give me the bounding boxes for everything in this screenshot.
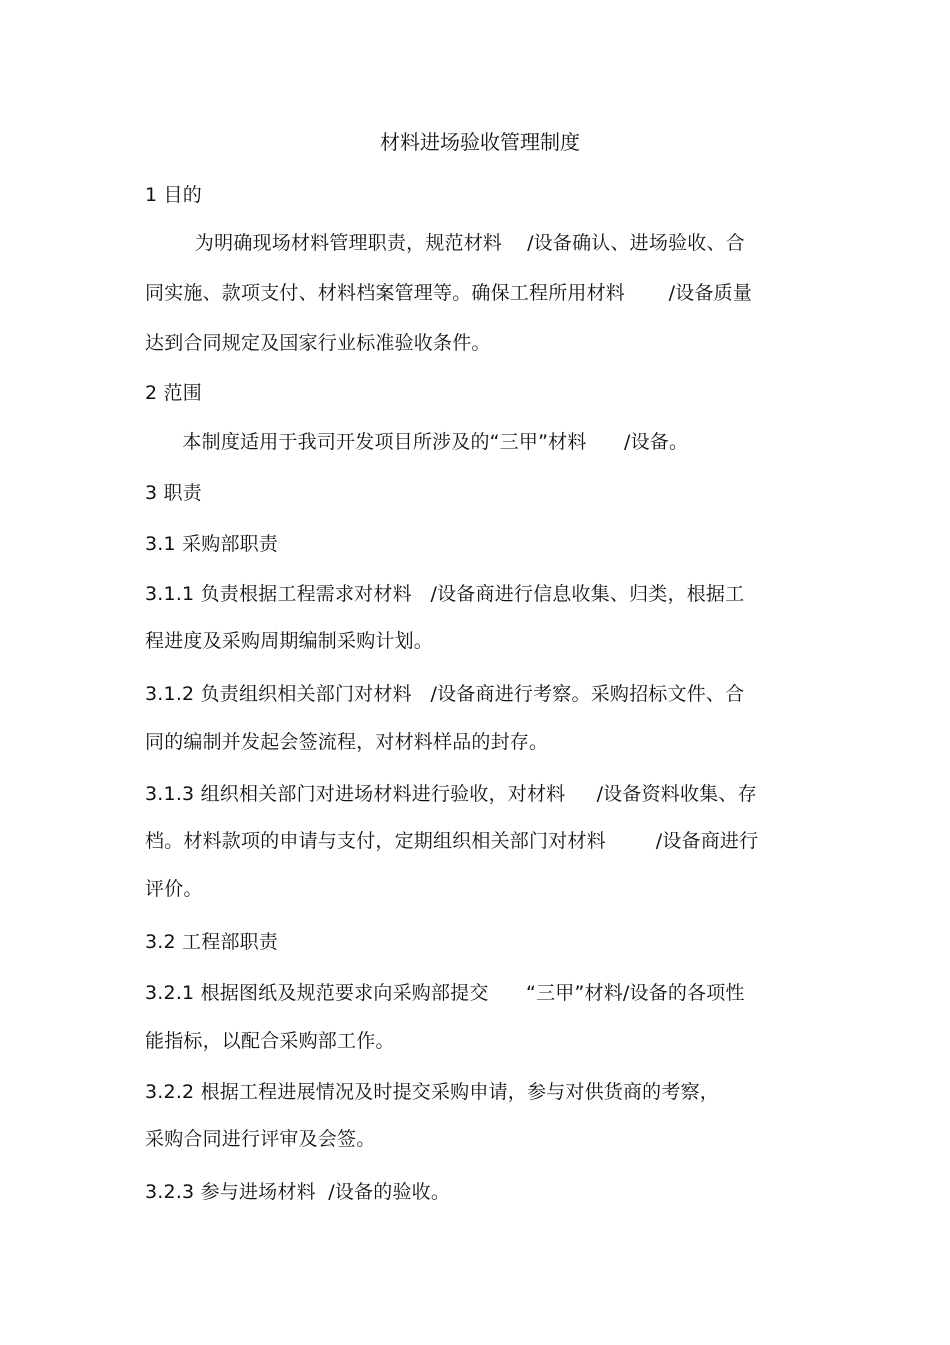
paragraph-line: 3.1.2 负责组织相关部门对材料 /设备商进行考察。采购招标文件、合	[145, 683, 745, 705]
paragraph-line: 为明确现场材料管理职责，规范材料 /设备确认、进场验收、合	[145, 232, 745, 254]
heading-responsibilities: 3 职责	[145, 482, 202, 504]
paragraph-line: 程进度及采购周期编制采购计划。	[145, 630, 434, 652]
paragraph-line: 3.2.1 根据图纸及规范要求向采购部提交 “三甲”材料/设备的各项性	[145, 982, 745, 1004]
paragraph-line: 评价。	[145, 878, 203, 900]
paragraph-line: 3.1.1 负责根据工程需求对材料 /设备商进行信息收集、归类，根据工	[145, 583, 745, 605]
paragraph-line: 档。材料款项的申请与支付，定期组织相关部门对材料 /设备商进行	[145, 830, 759, 852]
subheading-procurement: 3.1 采购部职责	[145, 533, 279, 555]
paragraph-line: 3.2.3 参与进场材料 /设备的验收。	[145, 1181, 451, 1203]
paragraph-line: 能指标，以配合采购部工作。	[145, 1030, 395, 1052]
paragraph-line: 本制度适用于我司开发项目所涉及的“三甲”材料 /设备。	[145, 431, 689, 453]
heading-scope: 2 范围	[145, 382, 202, 404]
paragraph-line: 3.2.2 根据工程进展情况及时提交采购申请，参与对供货商的考察，	[145, 1081, 719, 1103]
paragraph-line: 同实施、款项支付、材料档案管理等。确保工程所用材料 /设备质量	[145, 282, 753, 304]
paragraph-line: 3.1.3 组织相关部门对进场材料进行验收，对材料 /设备资料收集、存	[145, 783, 757, 805]
paragraph-line: 采购合同进行评审及会签。	[145, 1128, 376, 1150]
paragraph-line: 同的编制并发起会签流程，对材料样品的封存。	[145, 731, 549, 753]
subheading-engineering: 3.2 工程部职责	[145, 931, 279, 953]
paragraph-line: 达到合同规定及国家行业标准验收条件。	[145, 332, 491, 354]
heading-purpose: 1 目的	[145, 184, 202, 206]
document-title: 材料进场验收管理制度	[380, 130, 580, 154]
